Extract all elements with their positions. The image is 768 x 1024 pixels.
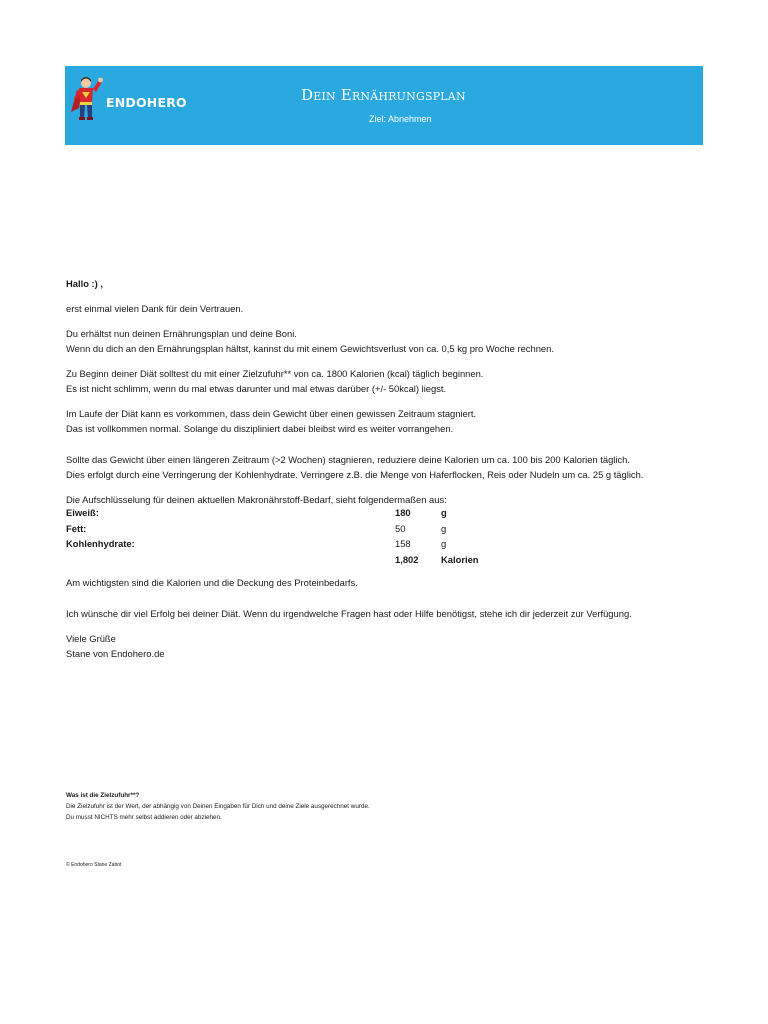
paragraph-calories-line-2: Es ist nicht schlimm, wenn du mal etwas darunter und mal etwas darüber (+/- 50kcal) liegst. xyxy=(66,383,447,394)
greeting: Hallo :) , xyxy=(66,278,103,289)
macro-label: Eiweiß: xyxy=(66,507,99,518)
macro-unit: g xyxy=(441,507,447,518)
paragraph-macros-intro: Die Aufschlüsselung für deinen aktuellen Makronährstoff-Bedarf, sieht folgendermaßen aus: xyxy=(66,494,447,505)
macro-value: 158 xyxy=(395,538,411,549)
endohero-logo xyxy=(69,74,187,122)
paragraph-reduce-line-1: Sollte das Gewicht über einen längeren Zeitraum (>2 Wochen) stagnieren, reduziere deine Kalorien um ca. 100 bis 200 Kalorien täglich. xyxy=(66,454,630,465)
macro-label: Kohlenhydrate: xyxy=(66,538,135,549)
document-header xyxy=(65,66,703,145)
total-calories-value: 1,802 xyxy=(395,553,419,565)
superhero-icon xyxy=(69,74,105,122)
document-subtitle: Ziel: Abnehmen xyxy=(369,114,432,124)
macro-row-protein xyxy=(66,505,506,521)
footnote-line-1: Die Zielzufuhr ist der Wert, der abhängig von Deinen Eingaben für Dich und deine Ziele ausgerechnet wurde. xyxy=(66,803,370,810)
paragraph-priority: Am wichtigsten sind die Kalorien und die Deckung des Proteinbedarfs. xyxy=(66,577,358,588)
letter-closing xyxy=(66,575,706,661)
paragraph-stagnation-line-2: Das ist vollkommen normal. Solange du diszipliniert dabei bleibst wird es weiter vorrangehen. xyxy=(66,423,454,434)
letter-body xyxy=(66,276,706,507)
macro-unit: g xyxy=(441,538,447,549)
brand-name: ENDOHERO xyxy=(106,95,187,110)
paragraph-wishes: Ich wünsche dir viel Erfolg bei deiner Diät. Wenn du irgendwelche Fragen hast oder Hilfe benötigst, stehe ich dir jederzeit zur Verfügung. xyxy=(66,608,632,619)
signature: Stane von Endohero.de xyxy=(66,648,165,659)
paragraph-thanks: erst einmal vielen Dank für dein Vertrauen. xyxy=(66,303,244,314)
paragraph-calories-line-1: Zu Beginn deiner Diät solltest du mit einer Zielzufuhr** von ca. 1800 Kalorien (kcal) täglich beginnen. xyxy=(66,368,484,379)
macro-table xyxy=(66,505,506,567)
footnote xyxy=(66,790,370,823)
macro-value: 180 xyxy=(395,507,411,518)
macro-value: 50 xyxy=(395,522,406,534)
document-title: Dein Ernährungsplan xyxy=(301,86,466,104)
macro-unit: g xyxy=(441,522,447,534)
paragraph-plan-line-2: Wenn du dich an den Ernährungsplan hältst, kannst du mit einem Gewichtsverlust von ca. 0,5 kg pro Woche rechnen. xyxy=(66,343,554,354)
paragraph-reduce-line-2: Dies erfolgt durch eine Verringerung der Kohlenhydrate. Verringere z.B. die Menge von Haferflocken, Reis oder Nudeln um ca. 25 g täglich. xyxy=(66,469,644,480)
footnote-line-2: Du musst NICHTS mehr selbst addieren oder abziehen. xyxy=(66,814,222,821)
macro-row-fat xyxy=(66,521,506,537)
paragraph-stagnation-line-1: Im Laufe der Diät kann es vorkommen, dass dein Gewicht über einen gewissen Zeitraum stagniert. xyxy=(66,408,477,419)
footnote-title: Was ist die Zielzufuhr**? xyxy=(66,792,140,799)
paragraph-plan-line-1: Du erhältst nun deinen Ernährungsplan und deine Boni. xyxy=(66,328,297,339)
macro-row-total xyxy=(66,552,506,568)
macro-label: Fett: xyxy=(66,522,87,534)
macro-row-carbs xyxy=(66,536,506,552)
total-calories-unit: Kalorien xyxy=(441,553,479,565)
regards: Viele Grüße xyxy=(66,633,116,644)
copyright: © Endohero Stane Zabot xyxy=(66,862,122,868)
